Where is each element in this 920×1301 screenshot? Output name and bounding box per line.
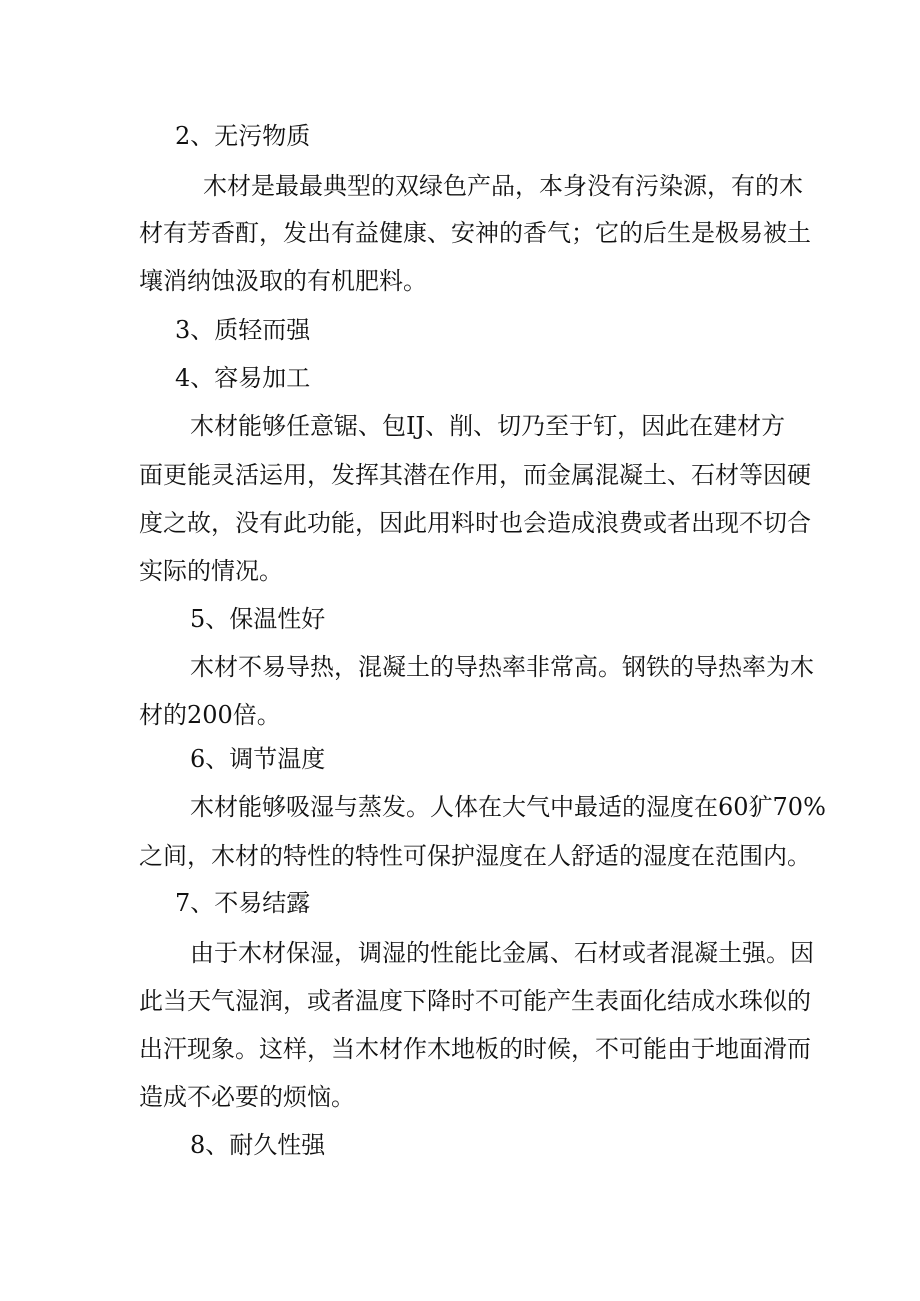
section-heading: 5、保温性好 xyxy=(190,605,326,633)
paragraph-line: 实际的情况。 xyxy=(139,557,283,585)
paragraph-line: 出汗现象。这样，当木材作木地板的时候，不可能由于地面滑而 xyxy=(139,1035,811,1063)
paragraph-line: 度之故，没有此功能，因此用料时也会造成浪费或者出现不切合 xyxy=(139,509,811,537)
paragraph-line: 之间，木材的特性的特性可保护湿度在人舒适的湿度在范围内。 xyxy=(139,842,811,870)
paragraph-line: 木材不易导热，混凝土的导热率非常高。钢铁的导热率为木 xyxy=(190,653,814,681)
paragraph-line: 木材能够任意锯、包IJ、削、切乃至于钉，因此在建材方 xyxy=(190,412,786,440)
paragraph-line: 木材是最最典型的双绿色产品，本身没有污染源，有的木 xyxy=(203,172,803,200)
section-heading: 4、容易加工 xyxy=(175,364,311,392)
paragraph-line: 由于木材保湿，调湿的性能比金属、石材或者混凝土强。因 xyxy=(190,939,814,967)
paragraph-line: 木材能够吸湿与蒸发。人体在大气中最适的湿度在60犷70% xyxy=(190,793,826,821)
paragraph-line: 材有芳香酊，发出有益健康、安神的香气；它的后生是极易被土 xyxy=(139,219,811,247)
section-heading: 6、调节温度 xyxy=(190,745,326,773)
section-heading: 7、不易结露 xyxy=(175,889,311,917)
paragraph-line: 造成不必要的烦恼。 xyxy=(139,1083,355,1111)
section-heading: 2、无污物质 xyxy=(175,122,311,150)
paragraph-line: 此当天气湿润，或者温度下降时不可能产生表面化结成水珠似的 xyxy=(139,987,811,1015)
section-heading: 8、耐久性强 xyxy=(190,1131,326,1159)
paragraph-line: 面更能灵活运用，发挥其潜在作用，而金属混凝土、石材等因硬 xyxy=(139,461,811,489)
section-heading: 3、质轻而强 xyxy=(175,316,311,344)
paragraph-line: 壤消纳蚀汲取的有机肥料。 xyxy=(139,267,427,295)
paragraph-line: 材的200倍。 xyxy=(139,701,281,729)
